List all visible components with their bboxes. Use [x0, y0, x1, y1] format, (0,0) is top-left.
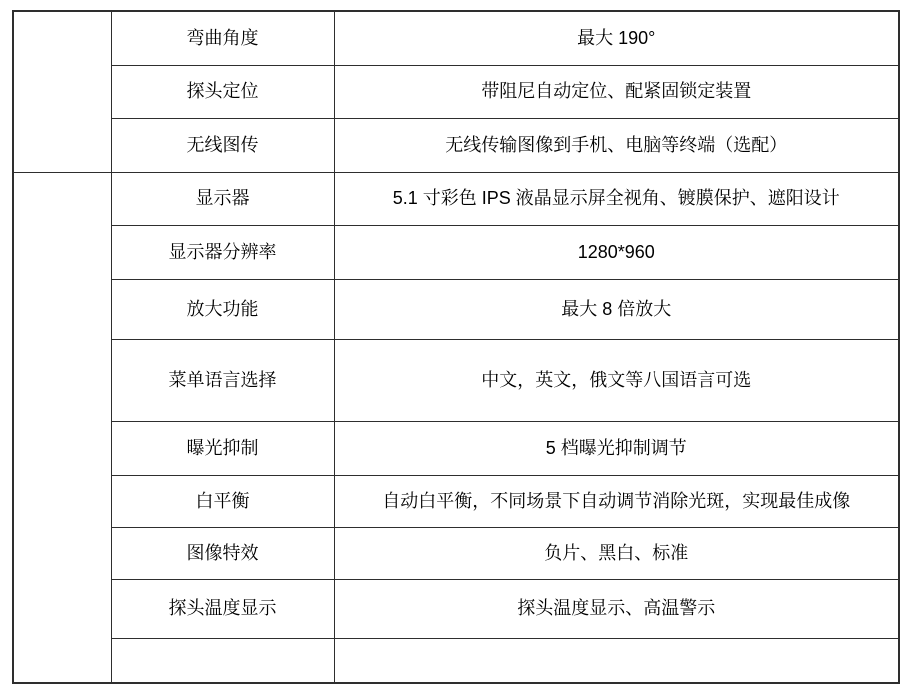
group-cell-top [13, 11, 111, 172]
table-row [13, 11, 899, 65]
spec-label: 菜单语言选择 [111, 339, 334, 421]
spec-label: 显示器 [111, 172, 334, 225]
spec-value: 最大 190° [334, 11, 899, 65]
spec-label: 图像特效 [111, 527, 334, 579]
spec-label: 探头温度显示 [111, 579, 334, 638]
spec-value: 无线传输图像到手机、电脑等终端（选配） [334, 118, 899, 172]
table-row [13, 421, 899, 475]
table-row [13, 279, 899, 339]
table-row [13, 118, 899, 172]
table-row [13, 579, 899, 638]
spec-label: 放大功能 [111, 279, 334, 339]
spec-value: 5 档曝光抑制调节 [334, 421, 899, 475]
table-row [13, 225, 899, 279]
spec-value: 探头温度显示、高温警示 [334, 579, 899, 638]
table-row [13, 527, 899, 579]
table-row-partial [13, 638, 899, 683]
spec-label: 白平衡 [111, 475, 334, 527]
table-row [13, 339, 899, 421]
table-row [13, 65, 899, 118]
group-cell-bottom [13, 172, 111, 683]
spec-label: 探头定位 [111, 65, 334, 118]
spec-value: 带阻尼自动定位、配紧固锁定装置 [334, 65, 899, 118]
spec-label: 弯曲角度 [111, 11, 334, 65]
spec-value: 1280*960 [334, 225, 899, 279]
spec-value: 最大 8 倍放大 [334, 279, 899, 339]
spec-value: 负片、黑白、标准 [334, 527, 899, 579]
spec-label-empty [111, 638, 334, 683]
spec-table [12, 10, 900, 684]
spec-value: 5.1 寸彩色 IPS 液晶显示屏全视角、镀膜保护、遮阳设计 [334, 172, 899, 225]
table-row [13, 172, 899, 225]
spec-label: 无线图传 [111, 118, 334, 172]
spec-value-empty [334, 638, 899, 683]
spec-value: 中文，英文，俄文等八国语言可选 [334, 339, 899, 421]
spec-value: 自动白平衡，不同场景下自动调节消除光斑，实现最佳成像 [334, 475, 899, 527]
spec-label: 显示器分辨率 [111, 225, 334, 279]
table-row [13, 475, 899, 527]
spec-label: 曝光抑制 [111, 421, 334, 475]
